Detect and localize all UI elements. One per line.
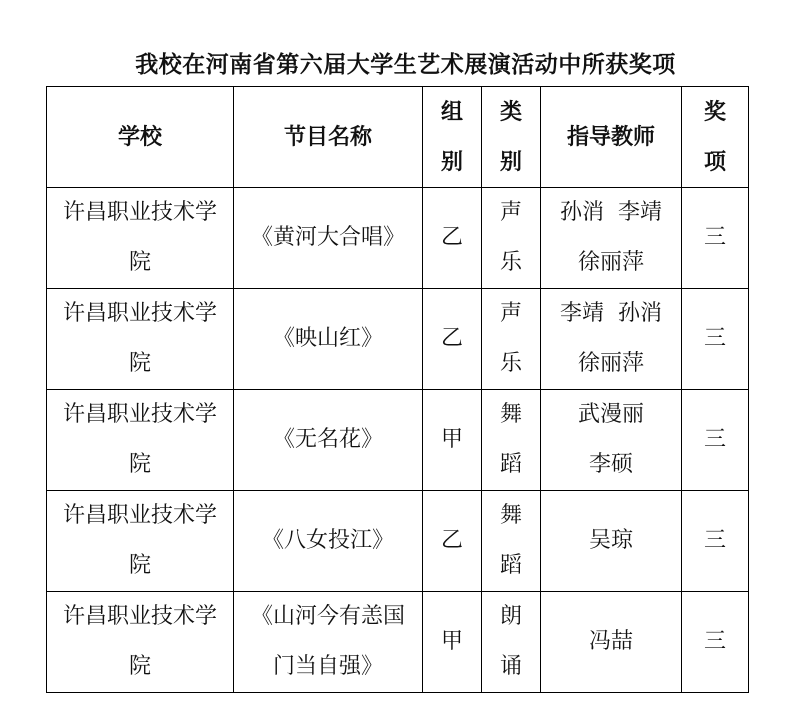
cell-category: 声乐 [482,188,541,289]
header-category: 类别 [482,87,541,188]
cell-program: 《八女投江》 [234,491,423,592]
cell-school: 许昌职业技术学院 [47,188,234,289]
table-row [47,188,749,289]
cell-school: 许昌职业技术学院 [47,491,234,592]
cell-group: 乙 [423,491,482,592]
cell-teacher [541,491,682,592]
cell-category: 舞蹈 [482,390,541,491]
cell-category: 声乐 [482,289,541,390]
table-row [47,289,749,390]
cell-program: 《山河今有恙国门当自强》 [234,592,423,693]
cell-group: 甲 [423,592,482,693]
cell-teacher [541,289,682,390]
teacher-line-2: 李硕 [588,452,633,477]
teacher-line-1: 吴琼 [588,528,633,553]
header-group: 组别 [423,87,482,188]
cell-group: 乙 [423,289,482,390]
cell-category: 朗诵 [482,592,541,693]
teacher-line-1: 冯喆 [588,629,633,654]
table-row [47,390,749,491]
cell-award: 三 [682,188,749,289]
cell-group: 乙 [423,188,482,289]
teacher-line-1: 李靖 孙消 [560,301,662,326]
cell-category: 舞蹈 [482,491,541,592]
cell-school: 许昌职业技术学院 [47,289,234,390]
awards-table [46,86,749,693]
cell-teacher [541,592,682,693]
cell-award: 三 [682,491,749,592]
cell-school: 许昌职业技术学院 [47,592,234,693]
table-row [47,491,749,592]
cell-award: 三 [682,390,749,491]
cell-teacher [541,390,682,491]
table-header-row [47,87,749,188]
cell-award: 三 [682,592,749,693]
teacher-line-2: 徐丽萍 [577,351,644,376]
document-title: 我校在河南省第六届大学生艺术展演活动中所获奖项 [135,51,676,78]
cell-program: 《映山红》 [234,289,423,390]
teacher-line-1: 孙消 李靖 [560,200,662,225]
cell-program: 《无名花》 [234,390,423,491]
header-award: 奖项 [682,87,749,188]
table-row [47,592,749,693]
teacher-line-1: 武漫丽 [577,402,644,427]
cell-program: 《黄河大合唱》 [234,188,423,289]
header-teacher: 指导教师 [541,87,682,188]
header-program: 节目名称 [234,87,423,188]
teacher-line-2: 徐丽萍 [577,250,644,275]
header-school: 学校 [47,87,234,188]
cell-award: 三 [682,289,749,390]
cell-group: 甲 [423,390,482,491]
cell-teacher [541,188,682,289]
cell-school: 许昌职业技术学院 [47,390,234,491]
